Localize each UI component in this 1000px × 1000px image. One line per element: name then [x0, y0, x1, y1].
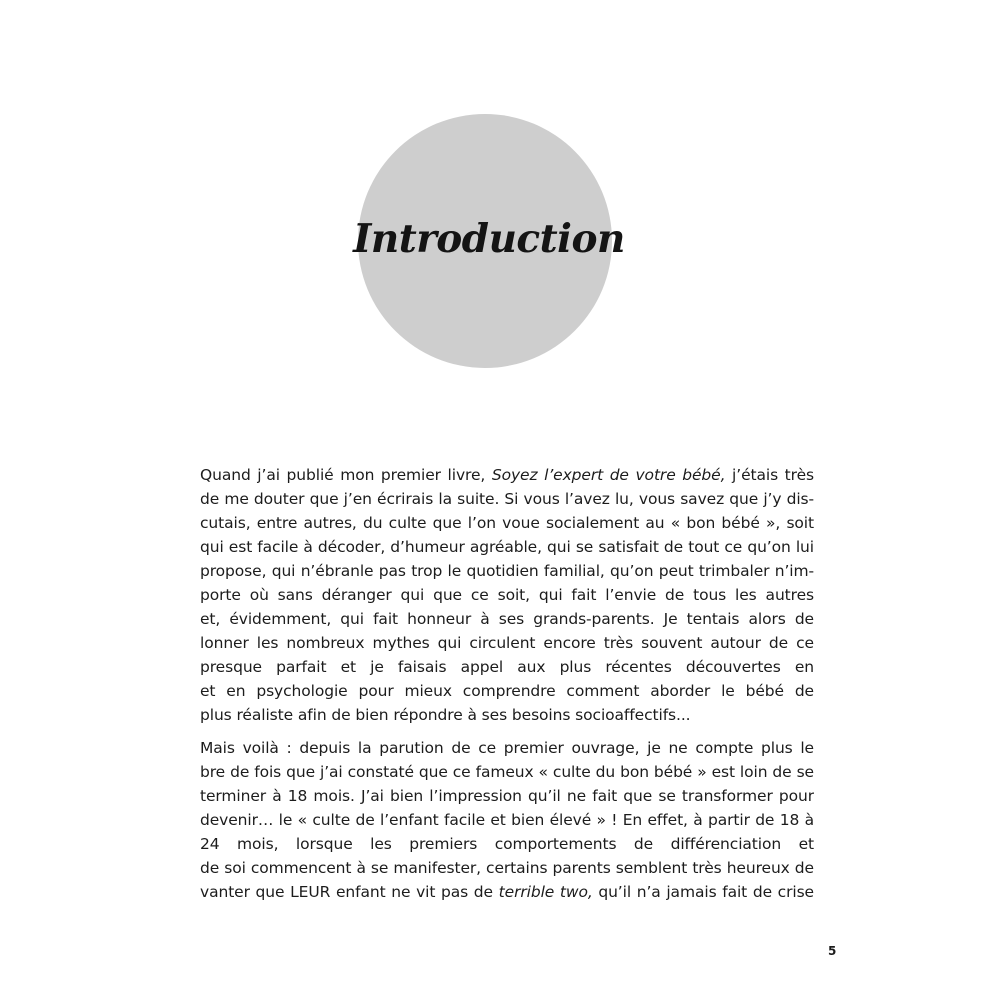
expression-italic: terrible two, [498, 883, 593, 901]
paragraph-1 [200, 463, 814, 727]
text-line [200, 703, 814, 727]
text-segment: Quand j’ai publié mon premier livre, [200, 466, 492, 484]
book-title-italic: Soyez l’expert de votre bébé, [491, 466, 726, 484]
text-segment: de me douter que j’en écrirais la suite. Si vous l’avez lu, vous savez que j’y dis- [200, 490, 814, 508]
text-segment: j’étais très [732, 466, 814, 484]
text-line [200, 655, 814, 679]
chapter-title: Introduction [353, 216, 625, 262]
body-text [200, 463, 814, 904]
text-segment: terminer à 18 mois. J’ai bien l’impression qu’il ne fait que se transformer pour [200, 787, 814, 805]
text-segment: et, évidemment, qui fait honneur à ses grands-parents. Je tentais alors de [200, 610, 814, 628]
text-line [200, 880, 814, 904]
text-segment: vanter que LEUR enfant ne vit pas de [200, 883, 499, 901]
text-line [200, 583, 814, 607]
text-line [200, 487, 814, 511]
text-segment: presque parfait et je faisais appel aux plus récentes découvertes en [200, 658, 814, 676]
text-line [200, 679, 814, 703]
text-line [200, 463, 814, 487]
text-segment: devenir… le « culte de l’enfant facile et bien élevé » ! En effet, à partir de 18 à [200, 811, 814, 829]
text-segment: qui est facile à décoder, d’humeur agréable, qui se satisfait de tout ce qu’on lui [200, 538, 814, 556]
text-segment: cutais, entre autres, du culte que l’on voue socialement au « bon bébé », soit [200, 514, 814, 532]
text-segment: porte où sans déranger qui que ce soit, qui fait l’envie de tous les autres [200, 586, 814, 604]
text-line [200, 511, 814, 535]
text-line [200, 736, 814, 760]
page-number: 5 [828, 944, 837, 958]
text-segment: plus réaliste afin de bien répondre à ses besoins socioaffectifs... [200, 706, 691, 724]
text-segment: propose, qui n’ébranle pas trop le quotidien familial, qu’on peut trimbaler n’im- [200, 562, 814, 580]
text-line [200, 784, 814, 808]
text-line [200, 856, 814, 880]
text-line [200, 535, 814, 559]
text-line [200, 760, 814, 784]
text-line [200, 832, 814, 856]
text-segment: lonner les nombreux mythes qui circulent encore très souvent autour de ce [200, 634, 814, 652]
text-line [200, 559, 814, 583]
chapter-title-circle [353, 114, 625, 368]
text-segment: Mais voilà : depuis la parution de ce premier ouvrage, je ne compte plus le [200, 739, 814, 757]
text-segment: bre de fois que j’ai constaté que ce fameux « culte du bon bébé » est loin de se [200, 763, 814, 781]
text-line [200, 808, 814, 832]
paragraph-2 [200, 736, 814, 904]
text-segment: 24 mois, lorsque les premiers comportements de différenciation et [200, 835, 814, 853]
text-line [200, 607, 814, 631]
text-line [200, 631, 814, 655]
text-segment: de soi commencent à se manifester, certains parents semblent très heureux de [200, 859, 814, 877]
text-segment: et en psychologie pour mieux comprendre comment aborder le bébé de [200, 682, 814, 700]
text-segment: qu’il n’a jamais fait de crise [592, 883, 814, 901]
